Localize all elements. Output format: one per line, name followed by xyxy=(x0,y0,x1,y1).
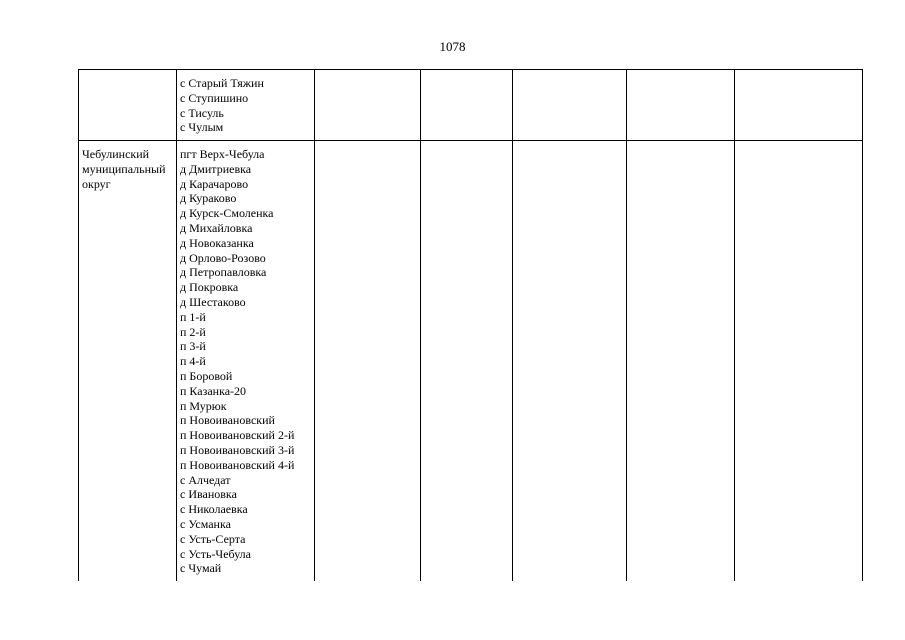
settlement-item: д Карачарово xyxy=(180,176,249,191)
column-divider xyxy=(626,70,627,581)
column-divider xyxy=(420,70,421,581)
settlements-table xyxy=(78,69,863,581)
settlement-item: п Новоивановский 2-й xyxy=(180,428,295,443)
settlement-item: д Михайловка xyxy=(180,220,253,235)
settlement-item: пгт Верх-Чебула xyxy=(180,147,265,161)
column-divider xyxy=(512,70,513,581)
column-divider xyxy=(176,70,177,581)
settlement-item: п 1-й xyxy=(180,309,206,324)
settlement-item: с Старый Тяжин xyxy=(180,76,264,90)
column-divider xyxy=(314,70,315,581)
settlement-item: с Ступишино xyxy=(180,90,249,105)
settlement-item: п Мурюк xyxy=(180,398,227,413)
settlement-item: п Казанка-20 xyxy=(180,383,247,398)
settlement-item: с Усть-Чебула xyxy=(180,546,251,561)
settlement-item: с Усманка xyxy=(180,516,231,531)
settlement-item: с Ивановка xyxy=(180,487,237,502)
settlement-item: д Петропавловка xyxy=(180,265,267,280)
settlement-item: п 4-й xyxy=(180,354,206,369)
settlements-list xyxy=(180,147,294,576)
settlement-item: с Тисуль xyxy=(180,105,224,120)
settlement-item: д Курск-Смоленка xyxy=(180,206,274,221)
row-divider xyxy=(79,140,862,141)
settlement-item: п Новоивановский xyxy=(180,413,275,428)
settlement-item: д Шестаково xyxy=(180,294,246,309)
settlement-item: п Боровой xyxy=(180,368,233,383)
settlement-item: п Новоивановский 4-й xyxy=(180,457,295,472)
settlement-item: п 3-й xyxy=(180,339,206,354)
page-number: 1078 xyxy=(439,39,466,54)
settlement-item: с Алчедат xyxy=(180,472,231,487)
district-cell: Чебулинский муниципальный округ xyxy=(82,147,166,191)
settlement-item: п 2-й xyxy=(180,324,206,339)
settlement-item: с Усть-Серта xyxy=(180,531,246,546)
column-divider xyxy=(734,70,735,581)
settlement-item: д Новоказанка xyxy=(180,235,254,250)
settlement-item: с Николаевка xyxy=(180,502,248,517)
settlement-item: д Дмитриевка xyxy=(180,161,252,176)
settlement-item: д Покровка xyxy=(180,280,239,295)
settlement-item: п Новоивановский 3-й xyxy=(180,442,295,457)
settlement-item: д Орлово-Розово xyxy=(180,250,266,265)
settlement-item: д Кураково xyxy=(180,191,237,206)
settlements-list xyxy=(180,76,264,135)
settlement-item: с Чумай xyxy=(180,561,222,576)
settlement-item: с Чулым xyxy=(180,120,224,135)
